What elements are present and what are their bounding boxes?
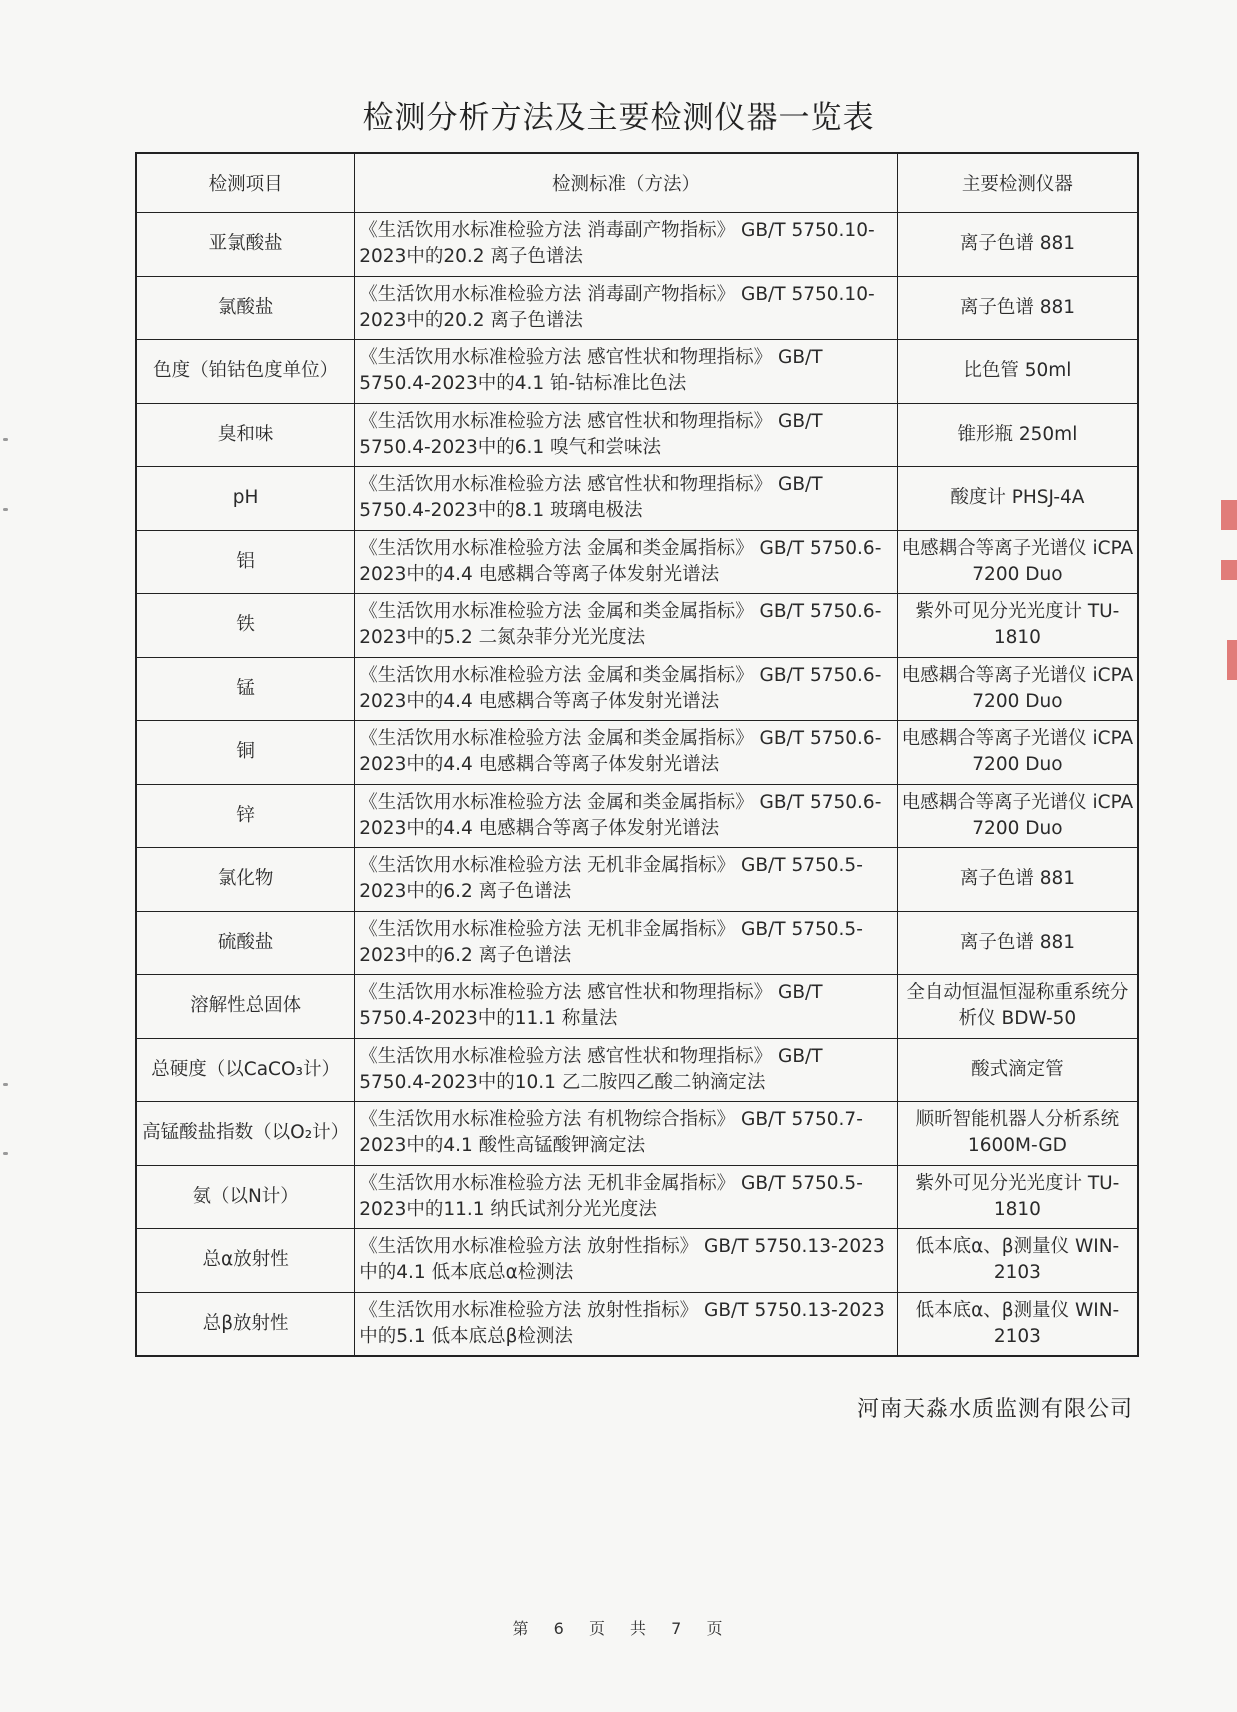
company-name: 河南天淼水质监测有限公司: [856, 1397, 1133, 1422]
item-cell: 铝: [136, 530, 355, 594]
instrument-cell: 离子色谱 881: [897, 848, 1138, 912]
instrument-cell: 紫外可见分光光度计 TU-1810: [897, 594, 1138, 658]
table-row: [136, 911, 1138, 975]
instrument-cell: 电感耦合等离子光谱仪 iCPA 7200 Duo: [897, 721, 1138, 785]
item-cell: 硫酸盐: [136, 911, 355, 975]
item-cell: 铁: [136, 594, 355, 658]
instrument-cell: 离子色谱 881: [897, 276, 1138, 340]
instrument-cell: 比色管 50ml: [897, 340, 1138, 404]
instrument-cell: 电感耦合等离子光谱仪 iCPA 7200 Duo: [897, 657, 1138, 721]
item-cell: 氯化物: [136, 848, 355, 912]
page-title: 检测分析方法及主要检测仪器一览表: [362, 100, 875, 136]
table-row: [136, 594, 1138, 658]
method-cell: 《生活饮用水标准检验方法 感官性状和物理指标》 GB/T 5750.4-2023中的8.1 玻璃电极法: [355, 467, 898, 531]
instrument-cell: 酸度计 PHSJ-4A: [897, 467, 1138, 531]
table-row: [136, 784, 1138, 848]
table-row: [136, 848, 1138, 912]
instrument-cell: 顺昕智能机器人分析系统 1600M-GD: [897, 1102, 1138, 1166]
instrument-cell: 紫外可见分光光度计 TU-1810: [897, 1165, 1138, 1229]
instrument-cell: 低本底α、β测量仪 WIN-2103: [897, 1292, 1138, 1356]
table-row: [136, 1038, 1138, 1102]
item-cell: 总β放射性: [136, 1292, 355, 1356]
table-row: [136, 1292, 1138, 1356]
instrument-cell: 酸式滴定管: [897, 1038, 1138, 1102]
header-item: 检测项目: [136, 153, 355, 213]
method-cell: 《生活饮用水标准检验方法 金属和类金属指标》 GB/T 5750.6-2023中的4.4 电感耦合等离子体发射光谱法: [355, 657, 898, 721]
page-footer: [0, 1616, 1237, 1639]
instrument-cell: 锥形瓶 250ml: [897, 403, 1138, 467]
item-cell: 锰: [136, 657, 355, 721]
item-cell: 氨（以N计）: [136, 1165, 355, 1229]
item-cell: 总α放射性: [136, 1229, 355, 1293]
page-total-label: 共: [630, 1619, 649, 1638]
item-cell: 铜: [136, 721, 355, 785]
table-row: [136, 975, 1138, 1039]
instrument-cell: 全自动恒温恒湿称重系统分析仪 BDW-50: [897, 975, 1138, 1039]
page-current-label: 第: [512, 1619, 531, 1638]
item-cell: 色度（铂钴色度单位）: [136, 340, 355, 404]
item-cell: pH: [136, 467, 355, 531]
header-method: 检测标准（方法）: [355, 153, 898, 213]
page-total-word: 页: [706, 1619, 725, 1638]
instrument-cell: 电感耦合等离子光谱仪 iCPA 7200 Duo: [897, 784, 1138, 848]
method-cell: 《生活饮用水标准检验方法 放射性指标》 GB/T 5750.13-2023中的5.1 低本底总β检测法: [355, 1292, 898, 1356]
table-row: [136, 1102, 1138, 1166]
method-cell: 《生活饮用水标准检验方法 金属和类金属指标》 GB/T 5750.6-2023中的5.2 二氮杂菲分光光度法: [355, 594, 898, 658]
instrument-cell: 离子色谱 881: [897, 911, 1138, 975]
method-cell: 《生活饮用水标准检验方法 消毒副产物指标》 GB/T 5750.10-2023中的20.2 离子色谱法: [355, 213, 898, 277]
table-row: [136, 1165, 1138, 1229]
scan-speck: [3, 438, 8, 441]
item-cell: 总硬度（以CaCO₃计）: [136, 1038, 355, 1102]
header-instrument: 主要检测仪器: [897, 153, 1138, 213]
scan-speck: [3, 1083, 8, 1086]
item-cell: 高锰酸盐指数（以O₂计）: [136, 1102, 355, 1166]
method-cell: 《生活饮用水标准检验方法 感官性状和物理指标》 GB/T 5750.4-2023中的6.1 嗅气和尝味法: [355, 403, 898, 467]
method-cell: 《生活饮用水标准检验方法 放射性指标》 GB/T 5750.13-2023中的4.1 低本底总α检测法: [355, 1229, 898, 1293]
scan-speck: [3, 1152, 8, 1155]
seal-fragment: [1227, 640, 1237, 680]
seal-fragment: [1221, 500, 1237, 530]
methods-table: [135, 152, 1139, 1357]
seal-fragment: [1221, 560, 1237, 580]
item-cell: 溶解性总固体: [136, 975, 355, 1039]
table-header-row: [136, 153, 1138, 213]
table-row: [136, 1229, 1138, 1293]
table-row: [136, 530, 1138, 594]
table-row: [136, 657, 1138, 721]
item-cell: 氯酸盐: [136, 276, 355, 340]
scan-speck: [3, 508, 8, 511]
table-row: [136, 276, 1138, 340]
instrument-cell: 离子色谱 881: [897, 213, 1138, 277]
table-row: [136, 213, 1138, 277]
instrument-cell: 电感耦合等离子光谱仪 iCPA 7200 Duo: [897, 530, 1138, 594]
page-current-number: 6: [553, 1619, 566, 1638]
instrument-cell: 低本底α、β测量仪 WIN-2103: [897, 1229, 1138, 1293]
method-cell: 《生活饮用水标准检验方法 消毒副产物指标》 GB/T 5750.10-2023中的20.2 离子色谱法: [355, 276, 898, 340]
page-total-number: 7: [671, 1619, 684, 1638]
method-cell: 《生活饮用水标准检验方法 金属和类金属指标》 GB/T 5750.6-2023中的4.4 电感耦合等离子体发射光谱法: [355, 721, 898, 785]
method-cell: 《生活饮用水标准检验方法 有机物综合指标》 GB/T 5750.7-2023中的4.1 酸性高锰酸钾滴定法: [355, 1102, 898, 1166]
method-cell: 《生活饮用水标准检验方法 金属和类金属指标》 GB/T 5750.6-2023中的4.4 电感耦合等离子体发射光谱法: [355, 530, 898, 594]
item-cell: 臭和味: [136, 403, 355, 467]
method-cell: 《生活饮用水标准检验方法 无机非金属指标》 GB/T 5750.5-2023中的11.1 纳氏试剂分光光度法: [355, 1165, 898, 1229]
method-cell: 《生活饮用水标准检验方法 无机非金属指标》 GB/T 5750.5-2023中的6.2 离子色谱法: [355, 911, 898, 975]
table-row: [136, 340, 1138, 404]
method-cell: 《生活饮用水标准检验方法 感官性状和物理指标》 GB/T 5750.4-2023中的4.1 铂-钴标准比色法: [355, 340, 898, 404]
method-cell: 《生活饮用水标准检验方法 感官性状和物理指标》 GB/T 5750.4-2023中的11.1 称量法: [355, 975, 898, 1039]
table-row: [136, 721, 1138, 785]
page-current-word: 页: [588, 1619, 607, 1638]
table-row: [136, 403, 1138, 467]
method-cell: 《生活饮用水标准检验方法 金属和类金属指标》 GB/T 5750.6-2023中的4.4 电感耦合等离子体发射光谱法: [355, 784, 898, 848]
table-row: [136, 467, 1138, 531]
item-cell: 锌: [136, 784, 355, 848]
method-cell: 《生活饮用水标准检验方法 无机非金属指标》 GB/T 5750.5-2023中的6.2 离子色谱法: [355, 848, 898, 912]
item-cell: 亚氯酸盐: [136, 213, 355, 277]
method-cell: 《生活饮用水标准检验方法 感官性状和物理指标》 GB/T 5750.4-2023中的10.1 乙二胺四乙酸二钠滴定法: [355, 1038, 898, 1102]
